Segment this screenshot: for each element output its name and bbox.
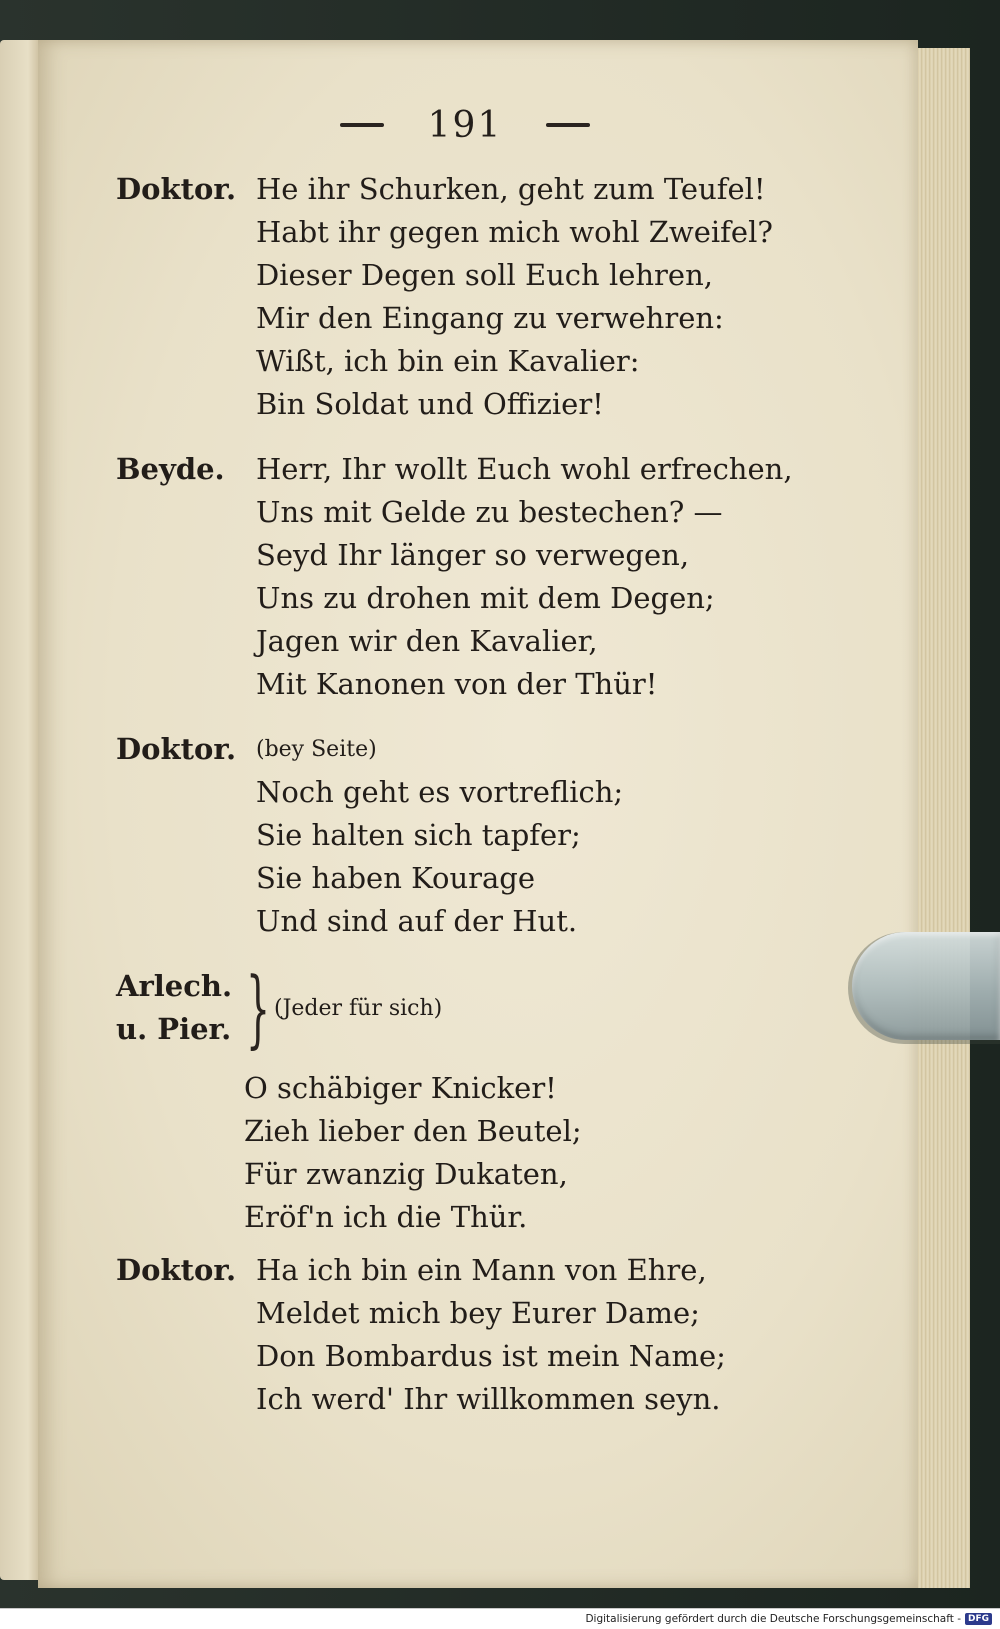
dfg-footer [0,1608,1000,1629]
verse-line: Sie haben Kourage [256,861,536,895]
page-edges-right [912,48,970,1588]
speech-doktor-3 [116,1249,756,1421]
joint-stage-wrap [272,965,756,1051]
dfg-logo: DFG [965,1613,992,1625]
verse-line: Jagen wir den Kavalier, [256,624,598,658]
joint-speakers [116,965,244,1051]
stage-direction: (bey Seite) [256,737,377,762]
verse-line: Wißt, ich bin ein Kavalier: [256,344,640,378]
play-text [116,168,793,1443]
verse-line: Uns mit Gelde zu bestechen? — [256,495,723,529]
verse-line: Für zwanzig Dukaten, [244,1157,568,1191]
speaker-name: Doktor. [116,732,237,766]
speaker-name: u. Pier. [116,1012,232,1046]
verse-line: Bin Soldat und Offizier! [256,387,604,421]
verse-line: Noch geht es vortreflich; [256,775,624,809]
header-dash-right [546,123,590,127]
page-header [340,100,590,150]
brace-icon: } [246,959,271,1057]
verse-line: Ha ich bin ein Mann von Ehre, [256,1253,707,1287]
verse-line: O schäbiger Knicker! [244,1071,557,1105]
verse-line: Mir den Eingang zu verwehren: [256,301,724,335]
verse-line: Dieser Degen soll Euch lehren, [256,258,713,292]
verse-line: Mit Kanonen von der Thür! [256,667,658,701]
stage-direction: (Jeder für sich) [274,995,443,1021]
speaker-name: Beyde. [116,452,225,486]
verse-line: Eröf'n ich die Thür. [244,1200,528,1234]
speech-lines [256,448,793,706]
page-number: 191 [427,104,503,146]
speech-beyde [116,448,793,706]
speaker-name: Arlech. [116,969,233,1003]
verse-line: Seyd Ihr länger so verwegen, [256,538,690,572]
speech-doktor-1 [116,168,773,426]
speech-lines [256,1249,756,1421]
verse-line: Don Bombardus ist mein Name; [256,1339,726,1373]
verse-line: Uns zu drohen mit dem Degen; [256,581,715,615]
speech-lines [256,168,773,426]
verse-line: Und sind auf der Hut. [256,904,578,938]
verse-line: Meldet mich bey Eurer Dame; [256,1296,700,1330]
verse-line: Herr, Ihr wollt Euch wohl erfrechen, [256,452,793,486]
verse-line: Sie halten sich tapfer; [256,818,581,852]
speaker-name: Doktor. [116,1253,237,1287]
verse-line: Habt ihr gegen mich wohl Zweifel? [256,215,773,249]
left-page-edge [0,40,40,1580]
joint-speech-lines [244,1067,756,1239]
speech-arlech-pier [116,959,756,1057]
speaker-name: Doktor. [116,172,237,206]
speech-doktor-2 [116,728,756,943]
page-clip-icon [852,932,1000,1040]
footer-credit: Digitalisierung gefördert durch die Deutsche Forschungsgemeinschaft - [585,1613,961,1625]
speech-lines [256,728,756,943]
header-dash-left [340,123,384,127]
verse-line: Zieh lieber den Beutel; [244,1114,582,1148]
verse-line: He ihr Schurken, geht zum Teufel! [256,172,766,206]
verse-line: Ich werd' Ihr willkommen seyn. [256,1382,721,1416]
